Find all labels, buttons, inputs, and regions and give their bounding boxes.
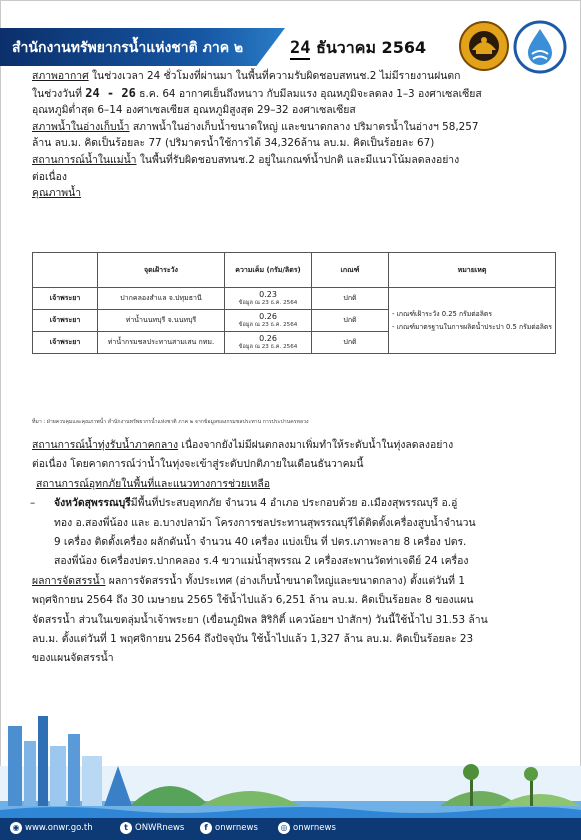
central-line-1: เนื่องจากยังไม่มีฝนตกลงมาเพิ่มทำให้ระดับน้ำในทุ่งลดลงอย่าง	[178, 439, 454, 451]
facebook-handle: onwrnews	[215, 823, 258, 833]
government-seal-logo	[458, 20, 510, 72]
remark-line-2: - เกณฑ์มาตรฐานในการผลิตน้ำประปา 0.5 กรัมต่อลิตร	[392, 322, 552, 331]
instagram-handle: onwrnews	[293, 823, 336, 833]
criteria-status: ปกติ	[312, 310, 389, 332]
facebook-icon: f	[200, 822, 212, 834]
criteria-status: ปกติ	[312, 332, 389, 354]
detail-section	[32, 436, 562, 669]
office-title: สำนักงานทรัพยากรน้ำแห่งชาติ ภาค ๒	[12, 40, 244, 56]
salinity-date: ข้อมูล ณ 23 ธ.ค. 2564	[238, 344, 298, 350]
report-date	[290, 36, 426, 61]
reservoir-heading: สภาพน้ำในอ่างเก็บน้ำ	[32, 120, 130, 133]
river-paragraph	[32, 152, 562, 185]
flood-heading: สถานการณ์อุทกภัยในพื้นที่และแนวทางการช่วยเหลือ	[36, 477, 270, 490]
col-empty	[33, 253, 98, 288]
reservoir-line-1: สภาพน้ำในอ่างเก็บน้ำขนาดใหญ่ และขนาดกลาง ปริมาตรน้ำในอ่างฯ 58,257	[129, 120, 479, 133]
table-row	[33, 288, 556, 310]
monitoring-point: ท่าน้ำนนทบุรี จ.นนทบุรี	[98, 310, 225, 332]
report-date-month-year: ธันวาคม 2564	[316, 38, 427, 57]
report-date-day: 24	[290, 38, 311, 58]
flood-province: จังหวัดสุพรรณบุรี	[54, 497, 131, 510]
allocation-line-4: ลบ.ม. ตั้งแต่วันที่ 1 พฤศจิกายน 2564 ถึงปัจจุบัน ใช้น้ำไปแล้ว 1,327 ล้าน ลบ.ม. คิดเป็นร้อยละ 23	[32, 633, 474, 646]
salinity-table-wrapper	[32, 252, 556, 412]
onwr-logo	[513, 20, 567, 74]
flood-line-3: 9 เครื่อง ติดตั้งเครื่อง ผลักดันน้ำ จำนวน 40 เครื่อง แบ่งเป็น ที่ ปตร.เภาพะลาย 8 เครื่อง ปตร.	[54, 536, 467, 549]
weather-line-2b: ธ.ค. 64 อากาศเย็นถึงหนาว กับมีลมแรง อุณหภูมิจะลดลง 1–3 องศาเซลเซียส	[135, 87, 482, 100]
footer-bar	[0, 818, 581, 840]
flood-line-2: ทอง อ.สองพี่น้อง และ อ.บางปลาม้า โครงการชลประทานสุพรรณบุรีได้ติดตั้งเครื่องสูบน้ำจำนวน	[54, 516, 476, 529]
weather-heading: สภาพอากาศ	[32, 70, 89, 82]
quality-heading-paragraph	[32, 185, 562, 202]
table-header-row	[33, 253, 556, 288]
flood-line-1: มีพื้นที่ประสบอุทกภัย จำนวน 4 อำเภอ ประกอบด้วย อ.เมืองสุพรรณบุรี อ.อู่	[130, 497, 458, 510]
flood-line-4: สองพี่น้อง 6เครื่องปตร.ปากคลอง ร.4 ขวาแม่น้ำสุพรรณ 2 เครื่องสะพานวัดท่าเจดีย์ 24 เครื่อง	[54, 555, 469, 568]
salinity-date: ข้อมูล ณ 23 ธ.ค. 2564	[238, 322, 298, 328]
salinity-value: 0.26	[259, 334, 277, 343]
globe-icon: ◉	[10, 822, 22, 834]
reservoir-line-2: ล้าน ลบ.ม. คิดเป็นร้อยละ 77 (ปริมาตรน้ำใช้การได้ 34,326ล้าน ลบ.ม. คิดเป็นร้อยละ 67)	[32, 137, 435, 150]
summary-section	[32, 68, 562, 202]
monitoring-point: ท่าน้ำกรมชลประทานสามเสน กทม.	[98, 332, 225, 354]
salinity-value-cell	[225, 288, 312, 310]
website-text: www.onwr.go.th	[25, 823, 93, 833]
salinity-date: ข้อมูล ณ 23 ธ.ค. 2564	[238, 300, 298, 306]
salinity-value-cell	[225, 332, 312, 354]
allocation-heading: ผลการจัดสรรน้ำ	[32, 574, 106, 587]
salinity-value-cell	[225, 310, 312, 332]
flood-bullet: –	[30, 497, 36, 510]
reservoir-paragraph	[32, 119, 562, 152]
river-heading: สถานการณ์น้ำในแม่น้ำ	[32, 153, 137, 166]
weather-paragraph	[32, 68, 562, 119]
col-criteria: เกณฑ์	[312, 253, 389, 288]
remark-cell	[389, 288, 556, 354]
central-heading: สถานการณ์น้ำทุ่งรับน้ำภาคกลาง	[32, 439, 179, 451]
instagram-icon: ◎	[278, 822, 290, 834]
remark-line-1: - เกณฑ์เฝ้าระวัง 0.25 กรัมต่อลิตร	[392, 309, 492, 318]
col-remark: หมายเหตุ	[389, 253, 556, 288]
allocation-line-5: ของแผนจัดสรรน้ำ	[32, 652, 114, 665]
salinity-value: 0.23	[259, 290, 277, 299]
col-monitoring-point: จุดเฝ้าระวัง	[98, 253, 225, 288]
cityscape-water-illustration	[0, 706, 581, 822]
criteria-status: ปกติ	[312, 288, 389, 310]
twitter-handle: ONWRnews	[135, 823, 185, 833]
quality-heading: คุณภาพน้ำ	[32, 187, 82, 200]
flood-paragraph	[32, 494, 562, 572]
station-name: เจ้าพระยา	[33, 288, 98, 310]
footer-website[interactable]	[10, 822, 93, 834]
allocation-line-2: พฤศจิกายน 2564 ถึง 30 เมษายน 2565 ใช้น้ำไปแล้ว 6,251 ล้าน ลบ.ม. คิดเป็นร้อยละ 8 ของแผน	[32, 594, 474, 607]
salinity-table	[32, 252, 556, 354]
footer-facebook[interactable]	[200, 822, 258, 834]
weather-line-2a: ในช่วงวันที่	[32, 87, 86, 100]
flood-heading-paragraph	[32, 475, 562, 494]
weather-line-1: ในช่วงเวลา 24 ชั่วโมงที่ผ่านมา ในพื้นที่ความรับผิดชอบสทนช.2 ไม่มีรายงานฝนตก	[88, 70, 461, 82]
header	[0, 28, 581, 66]
allocation-line-3: จัดสรรน้ำ ส่วนในเขตลุ่มน้ำเจ้าพระยา (เขื่อนภูมิพล สิริกิติ์ แควน้อยฯ ป่าสักฯ) วันนี้ใช้น้ำไป 31.53 ล้าน	[32, 613, 488, 626]
central-paragraph	[32, 436, 562, 475]
station-name: เจ้าพระยา	[33, 310, 98, 332]
weather-line-3: อุณหภูมิต่ำสุด 6–14 องศาเซลเซียส อุณหภูมิสูงสุด 29–32 องศาเซลเซียส	[32, 104, 356, 117]
river-line-2: ต่อเนื่อง	[32, 170, 67, 183]
central-line-2: ต่อเนื่อง โดยคาดการณ์ว่าน้ำในทุ่งจะเข้าสู่ระดับปกติภายในเดือนธันวาคมนี้	[32, 458, 364, 471]
station-name: เจ้าพระยา	[33, 332, 98, 354]
river-line-1: ในพื้นที่รับผิดชอบสทนช.2 อยู่ในเกณฑ์น้ำปกติ และมีแนวโน้มลดลงอย่าง	[136, 153, 460, 166]
allocation-paragraph	[32, 572, 562, 669]
allocation-line-1: ผลการจัดสรรน้ำ ทั้งประเทศ (อ่างเก็บน้ำขนาดใหญ่และขนาดกลาง) ตั้งแต่วันที่ 1	[105, 574, 465, 587]
table-source-note: ที่มา : ฝ่ายควบคุมและคุณภาพน้ำ สำนักงานทรัพยากรน้ำแห่งชาติ ภาค ๒ จากข้อมูลของกรมชลประทาน การประปานครหลวง	[32, 419, 309, 425]
col-salinity: ความเค็ม (กรัม/ลิตร)	[225, 253, 312, 288]
footer-twitter[interactable]	[120, 822, 184, 834]
monitoring-point: ปากคลองสำแล จ.ปทุมธานี	[98, 288, 225, 310]
footer-instagram[interactable]	[278, 822, 336, 834]
twitter-icon: t	[120, 822, 132, 834]
handwritten-dates: 24 - 26	[85, 85, 136, 100]
salinity-value: 0.26	[259, 312, 277, 321]
